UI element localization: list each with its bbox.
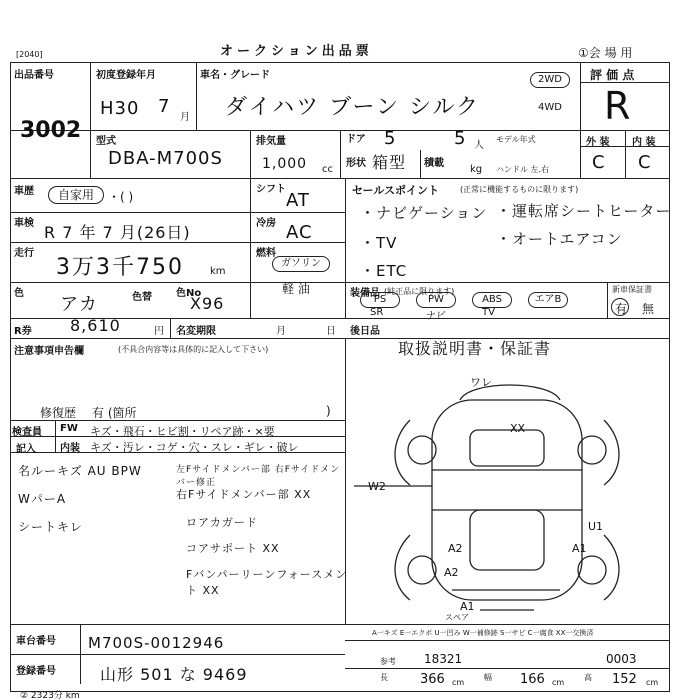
length-cm: cm bbox=[452, 678, 465, 687]
color-change-label: 色替 bbox=[132, 292, 152, 303]
color-value: アカ bbox=[60, 294, 98, 315]
grade-label: 評 価 点 bbox=[590, 68, 635, 82]
spare-label: スペア bbox=[445, 613, 469, 622]
model-year-label: モデル年式 bbox=[496, 135, 536, 144]
color-no-label: 色No bbox=[176, 288, 202, 299]
history-value: 自家用 bbox=[48, 186, 104, 204]
displacement-unit: cc bbox=[322, 164, 333, 175]
venue-label: ①会 場 用 bbox=[578, 46, 633, 60]
style-label: 形状 bbox=[346, 158, 366, 169]
damage-mark: A1 bbox=[460, 600, 475, 613]
type-label: 型式 bbox=[96, 136, 116, 147]
recycle-unit: 円 bbox=[154, 326, 164, 337]
repair-label: 修復歴 bbox=[40, 406, 77, 420]
capacity-value: 5 bbox=[454, 128, 467, 149]
equipment-item: ABS bbox=[472, 292, 512, 308]
dim-top-b: 0003 bbox=[606, 652, 637, 666]
inspection-note-right: 左Fサイドメンバー部 右Fサイドメンバー修正 bbox=[176, 465, 341, 488]
equipment-item-sub: ナビ bbox=[426, 311, 446, 322]
bottom-note: ② 2323分 km bbox=[20, 691, 80, 700]
color-no-value: X96 bbox=[190, 294, 225, 313]
height-value: 152 bbox=[612, 672, 637, 687]
fuel-light: 軽 油 bbox=[282, 282, 310, 296]
capacity-unit: 人 bbox=[474, 140, 484, 151]
drive-2wd: 2WD bbox=[530, 72, 570, 88]
dim-top-a: 18321 bbox=[424, 652, 463, 666]
after-items-value: 取扱説明書・保証書 bbox=[398, 339, 552, 358]
style-value: 箱型 bbox=[372, 153, 407, 172]
damage-mark: A2 bbox=[444, 566, 459, 579]
name-change-month: 月 bbox=[276, 326, 286, 337]
sales-point-2: ・運転席シートヒーター bbox=[496, 202, 672, 220]
inspection-note-right: 右Fサイドメンバー部 XX bbox=[176, 488, 312, 501]
in-label: 内装 bbox=[60, 443, 80, 454]
reg-value: 山形 501 な 9469 bbox=[100, 665, 248, 684]
damage-mark: W2 bbox=[368, 480, 386, 493]
in-text: キズ・汚レ・コゲ・穴・スレ・ギレ・破レ bbox=[90, 441, 299, 454]
inspection-note-right: ロアカガード bbox=[186, 516, 258, 529]
height-label: 高 bbox=[584, 673, 592, 682]
type-value: DBA-M700S bbox=[108, 148, 223, 169]
color-label: 色 bbox=[14, 288, 24, 299]
height-cm: cm bbox=[646, 678, 659, 687]
first-reg-month: 7 bbox=[158, 96, 171, 117]
lot-label: 出品番号 bbox=[14, 70, 54, 81]
equipment-item: PW bbox=[416, 292, 456, 308]
inspector-label: 検査員 bbox=[12, 427, 42, 438]
after-items-label: 後日品 bbox=[350, 326, 380, 337]
name-change-label: 名変期限 bbox=[176, 326, 216, 337]
inspection-value: R 7 年 7 月(26日) bbox=[44, 223, 191, 242]
warranty-yes: 有 bbox=[615, 302, 628, 316]
model-name: ダイハツ ブーン シルク bbox=[225, 95, 481, 120]
inspector2-label: 記入 bbox=[16, 444, 36, 455]
exterior-label: 外 装 bbox=[586, 137, 610, 148]
drive-4wd: 4WD bbox=[538, 102, 562, 113]
form-title: オークション出品票 bbox=[220, 44, 373, 59]
equipment-note: (純正品に限ります) bbox=[384, 287, 455, 296]
shift-label: シフト bbox=[256, 184, 286, 195]
inspection-note-left: WパーA bbox=[18, 492, 67, 506]
width-label: 幅 bbox=[484, 673, 492, 682]
inspection-note-right: Fバンパーリーンフォースメント XX bbox=[186, 568, 348, 597]
fw-label: FW bbox=[60, 423, 78, 434]
equipment-item-sub: SR bbox=[370, 307, 384, 318]
chassis-label: 車台番号 bbox=[16, 636, 56, 647]
repair-value: 有 (箇所 bbox=[92, 406, 137, 420]
history-paren: ・( ) bbox=[108, 190, 134, 204]
inspection-note-right: コアサポート XX bbox=[186, 542, 280, 555]
dims-label: 参考 bbox=[380, 657, 396, 666]
equipment-item: エアB bbox=[528, 292, 568, 308]
length-label: 長 bbox=[380, 673, 388, 682]
warranty-label: 新車保証書 bbox=[612, 285, 652, 294]
width-value: 166 bbox=[520, 672, 545, 687]
displacement-label: 排気量 bbox=[256, 136, 286, 147]
inspection-label: 車検 bbox=[14, 218, 34, 229]
equipment-item: PS bbox=[360, 292, 400, 308]
recycle-value: 8,610 bbox=[70, 316, 121, 335]
legend: A一キズ E一エクボ U一凹み W一補修跡 S一サビ C一腐食 XX一交換済 bbox=[372, 629, 594, 637]
sales-points-label: セールスポイント bbox=[352, 184, 440, 197]
recycle-label: R券 bbox=[14, 326, 32, 337]
sales-point-1: ・ナビゲーション bbox=[360, 204, 488, 222]
repair-close: ) bbox=[326, 404, 331, 418]
inspection-note-left: シートキレ bbox=[18, 520, 83, 534]
sales-point-5: ・ETC bbox=[360, 262, 408, 280]
grade-value: R bbox=[604, 84, 631, 128]
history-label: 車歴 bbox=[14, 186, 34, 197]
width-cm: cm bbox=[552, 678, 565, 687]
length-value: 366 bbox=[420, 672, 445, 687]
fw-text: キズ・飛石・ヒビ割・リペア跡・×要 bbox=[90, 425, 275, 438]
door-value: 5 bbox=[384, 128, 397, 149]
shift-value: AT bbox=[286, 190, 310, 211]
notes-label: 注意事項申告欄 bbox=[14, 346, 84, 357]
exterior-value: C bbox=[592, 152, 606, 173]
interior-value: C bbox=[638, 152, 652, 173]
sales-points-note: (正常に機能するものに限ります) bbox=[460, 185, 579, 194]
door-label: ドア bbox=[346, 134, 366, 145]
inspection-note-left: 名ルーキズ AU BPW bbox=[18, 464, 142, 478]
damage-mark: A2 bbox=[448, 542, 463, 555]
interior-label: 内 装 bbox=[632, 137, 656, 148]
damage-mark: A1 bbox=[572, 542, 587, 555]
reg-label: 登録番号 bbox=[16, 666, 56, 677]
name-change-day: 日 bbox=[326, 326, 336, 337]
displacement-value: 1,000 bbox=[262, 156, 308, 172]
mileage-label: 走行 bbox=[14, 248, 34, 259]
chassis-value: M700S-0012946 bbox=[88, 634, 225, 652]
first-reg-year: H30 bbox=[100, 98, 140, 119]
first-reg-month-unit: 月 bbox=[180, 112, 190, 123]
mileage-value: 3万3千750 bbox=[56, 255, 184, 280]
load-unit: kg bbox=[470, 164, 483, 175]
equipment-item-sub: TV bbox=[482, 307, 495, 318]
damage-mark: U1 bbox=[588, 520, 604, 533]
notes-note: (不具合内容等は具体的に記入して下さい) bbox=[118, 345, 269, 354]
mileage-unit: km bbox=[210, 266, 226, 277]
ac-value: AC bbox=[286, 222, 313, 243]
load-label: 積載 bbox=[424, 158, 444, 169]
ac-label: 冷房 bbox=[256, 218, 276, 229]
warranty-no: 無 bbox=[642, 302, 655, 316]
fuel-gas: ガソリン bbox=[272, 256, 330, 272]
lot-number: 3002 bbox=[20, 118, 82, 143]
damage-mark: ワレ bbox=[470, 376, 492, 389]
sales-point-4: ・オートエアコン bbox=[496, 230, 623, 248]
handle-label: ハンドル 左.右 bbox=[496, 165, 550, 174]
equipment-label: 装備品 bbox=[350, 288, 380, 299]
car-diagram bbox=[350, 360, 668, 622]
damage-mark: XX bbox=[510, 422, 526, 435]
form-code: [2040] bbox=[16, 50, 43, 59]
first-reg-label: 初度登録年月 bbox=[96, 70, 156, 81]
model-label: 車名・グレード bbox=[200, 70, 270, 81]
fuel-label: 燃料 bbox=[256, 248, 276, 259]
sales-point-3: ・TV bbox=[360, 234, 398, 252]
